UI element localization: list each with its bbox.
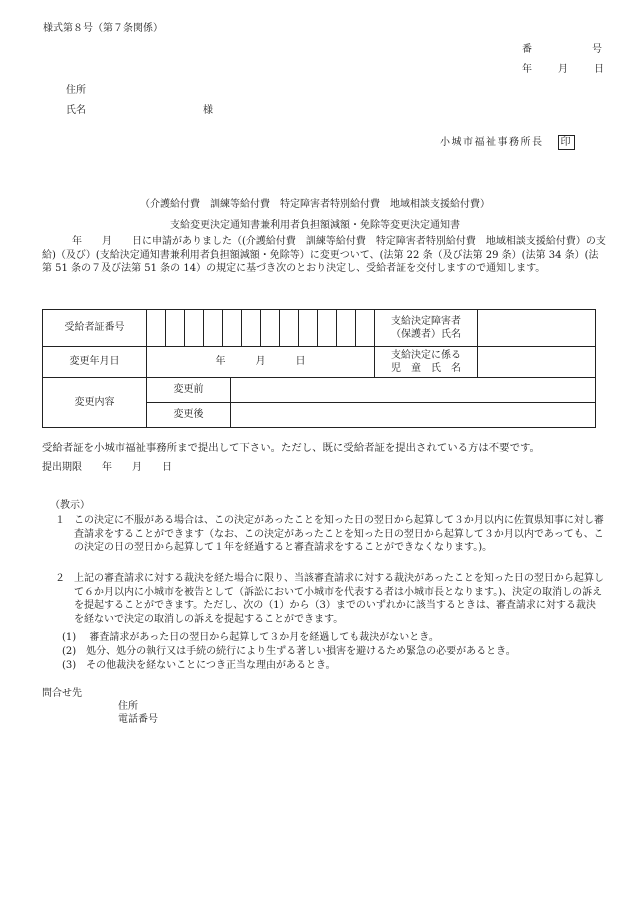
change-detail-table bbox=[42, 309, 596, 428]
cert-number-boxes bbox=[147, 310, 375, 347]
note-1-text: この決定に不服がある場合は、この決定があったことを知った日の翌日から起算して３か月以内に佐賀県知事に対し審査請求をすることができます（なお、この決定があったことを知った日の翌日から起算して３か月以内であっても、この決定の日の翌日から起算して１年を経過すると審査請求をすることができなくなります。)。 bbox=[74, 515, 604, 553]
digit-box bbox=[242, 310, 261, 346]
submission-instruction: 受給者証を小城市福祉事務所まで提出して下さい。ただし、既に受給者証を提出されている方は不要です。 bbox=[42, 442, 540, 454]
change-date-value: 年 月 日 bbox=[147, 347, 375, 378]
note-2-number: ２ bbox=[55, 573, 65, 584]
contact-address-label: 住所 bbox=[118, 701, 138, 712]
change-date-label: 変更年月日 bbox=[43, 347, 147, 378]
guardian-name-value bbox=[478, 310, 596, 347]
child-name-value bbox=[478, 347, 596, 378]
digit-box bbox=[166, 310, 185, 346]
guardian-name-label bbox=[375, 310, 478, 347]
before-value bbox=[231, 378, 596, 403]
after-label: 変更後 bbox=[147, 403, 231, 428]
title-line-2: 支給変更決定通知書兼利用者負担額減額・免除等変更決定通知書 bbox=[170, 220, 460, 231]
note-2-sub-3: (3) その他裁決を経ないことにつき正当な理由があるとき。 bbox=[62, 660, 336, 671]
notes-heading: （教示） bbox=[50, 500, 90, 511]
digit-box bbox=[261, 310, 280, 346]
recipient-address-label: 住所 bbox=[66, 85, 86, 96]
note-2-text: 上記の審査請求に対する裁決を経た場合に限り、当該審査請求に対する裁決があったことを知った日の翌日から起算して６か月以内に小城市を被告として（訴訟において小城市を代表する者は小城市長となります。)、決定の取消しの訴えを提起することができます。ただし、次の（1）から（3）までのいずれかに該当するときは、審査請求に対する裁決を経ないで決定の取消しの訴えを提起することができます。 bbox=[74, 573, 604, 625]
note-2-sub-2: (2) 処分、処分の執行又は手続の続行により生ずる著しい損害を避けるため緊急の必要があるとき。 bbox=[62, 646, 516, 657]
month-label: 月 bbox=[558, 64, 568, 75]
contact-phone-label: 電話番号 bbox=[118, 714, 158, 725]
issuer-block bbox=[440, 135, 575, 150]
submission-deadline: 提出期限 年 月 日 bbox=[42, 462, 172, 473]
recipient-honorific: 様 bbox=[203, 105, 213, 116]
note-1-number: １ bbox=[55, 515, 65, 526]
guardian-label-line-1: 支給決定障害者 bbox=[391, 315, 461, 327]
seal-mark: 印 bbox=[558, 135, 576, 150]
recipient-name-label: 氏名 bbox=[66, 105, 86, 116]
child-label-line-2: 児 童 氏 名 bbox=[391, 363, 461, 374]
before-label: 変更前 bbox=[147, 378, 231, 403]
digit-box bbox=[356, 310, 374, 346]
digit-box bbox=[185, 310, 204, 346]
digit-box bbox=[299, 310, 318, 346]
note-2-sub-1: (1) 審査請求があった日の翌日から起算して３か月を経過しても裁決がないとき。 bbox=[62, 632, 439, 643]
issuer-name: 小城市福祉事務所長 bbox=[440, 137, 544, 148]
child-name-label bbox=[375, 347, 478, 378]
change-content-label: 変更内容 bbox=[43, 378, 147, 428]
go-label: 号 bbox=[592, 44, 602, 55]
form-number: 様式第８号（第７条関係） bbox=[43, 23, 163, 34]
after-value bbox=[231, 403, 596, 428]
day-label: 日 bbox=[594, 64, 604, 75]
digit-box bbox=[318, 310, 337, 346]
year-label: 年 bbox=[522, 64, 532, 75]
contact-heading: 問合せ先 bbox=[42, 688, 82, 699]
digit-box bbox=[147, 310, 166, 346]
ban-label: 番 bbox=[522, 44, 532, 55]
title-line-1: （介護給付費 訓練等給付費 特定障害者特別給付費 地域相談支援給付費） bbox=[140, 199, 490, 210]
child-label-line-1: 支給決定に係る bbox=[391, 349, 461, 361]
intro-paragraph: 年 月 日に申請がありました（(介護給付費 訓練等給付費 特定障害者特別給付費 地域相談支援給付費）の支給)（及び）(支給決定通知書兼利用者負担額減額・免除等）に変更ついて、(法第 22 条（及び法第 29 条）(法第 34 条）(法第 51 条の７及び法第 51 条の 14）の規定に基づき次のとおり決定し、受給者証を交付しますので通知します。 bbox=[42, 236, 606, 274]
digit-box bbox=[280, 310, 299, 346]
digit-box bbox=[337, 310, 356, 346]
digit-box bbox=[204, 310, 223, 346]
digit-box bbox=[223, 310, 242, 346]
cert-number-label: 受給者証番号 bbox=[43, 310, 147, 347]
guardian-label-line-2: （保護者）氏名 bbox=[391, 329, 461, 340]
